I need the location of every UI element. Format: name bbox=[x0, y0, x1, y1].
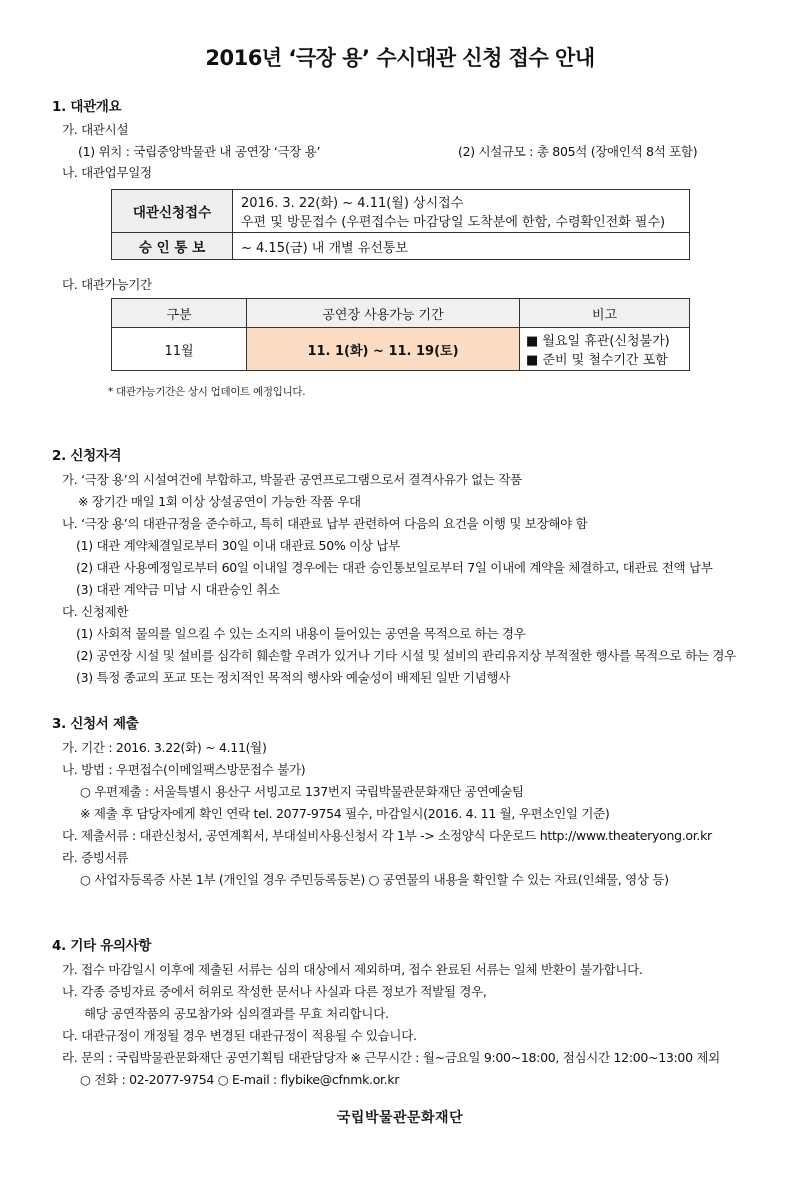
paragraph: 해당 공연작품의 공모참가와 심의결과를 무효 처리합니다. bbox=[84, 1006, 389, 1021]
list-item: (1) 대관 계약체결일로부터 30일 이내 대관료 50% 이상 납부 bbox=[76, 538, 400, 553]
table-cell-period: 11. 1(화) ~ 11. 19(토) bbox=[247, 328, 520, 371]
column-header: 공연장 사용가능 기간 bbox=[247, 299, 520, 328]
table-row bbox=[112, 190, 690, 233]
list-item: (2) 대관 사용예정일로부터 60일 이내일 경우에는 대관 승인통보일로부터 7일 이내에 계약을 체결하고, 대관료 전액 납부 bbox=[76, 560, 713, 575]
list-item: (1) 사회적 물의를 일으킬 수 있는 소지의 내용이 들어있는 공연을 목적으로 하는 경우 bbox=[76, 626, 526, 641]
post-address: ○ 우편제출 : 서울특별시 용산구 서빙고로 137번지 국립박물관문화재단 공연예술팀 bbox=[80, 784, 524, 799]
bullet-icon: ■ bbox=[526, 353, 543, 368]
list-item: (3) 대관 계약금 미납 시 대관승인 취소 bbox=[76, 582, 280, 597]
facility-scale: (2) 시설규모 : 총 805석 (장애인석 8석 포함) bbox=[458, 144, 698, 159]
section-heading: 3. 신청서 제출 bbox=[52, 716, 139, 732]
availability-table bbox=[111, 298, 690, 371]
section-heading: 2. 신청자격 bbox=[52, 448, 122, 464]
contact-info: 라. 문의 : 국립박물관문화재단 공연기획팀 대관담당자 ※ 근무시간 : 월~금요일 9:00~18:00, 점심시간 12:00~13:00 제외 bbox=[62, 1050, 720, 1065]
table-header-row bbox=[112, 299, 690, 328]
paragraph: 나. 각종 증빙자료 중에서 허위로 작성한 문서나 사실과 다른 정보가 적발될 경우, bbox=[62, 984, 487, 999]
paragraph: 다. 제출서류 : 대관신청서, 공연계획서, 부대설비사용신청서 각 1부 -> 소정양식 다운로드 http://www.theateryong.or.kr bbox=[62, 828, 712, 843]
schedule-table bbox=[111, 189, 690, 260]
table-cell-label: 승 인 통 보 bbox=[112, 233, 233, 260]
paragraph: 다. 대관규정이 개정될 경우 변경된 대관규정이 적용될 수 있습니다. bbox=[62, 1028, 417, 1043]
facility-location: (1) 위치 : 국립중앙박물관 내 공연장 ‘극장 용’ bbox=[78, 144, 321, 159]
paragraph: 가. 기간 : 2016. 3.22(화) ~ 4.11(월) bbox=[62, 740, 267, 755]
paragraph: 가. 접수 마감일시 이후에 제출된 서류는 심의 대상에서 제외하며, 접수 완료된 서류는 일체 반환이 불가합니다. bbox=[62, 962, 643, 977]
table-row bbox=[112, 328, 690, 371]
organization-footer: 국립박물관문화재단 bbox=[336, 1110, 464, 1126]
list-item: (2) 공연장 시설 및 설비를 심각히 훼손할 우려가 있거나 기타 시설 및 설비의 관리유지상 부적절한 행사를 목적으로 하는 경우 bbox=[76, 648, 736, 663]
list-item: (3) 특정 종교의 포교 또는 정치적인 목적의 행사와 예술성이 배제된 일반 기념행사 bbox=[76, 670, 511, 685]
paragraph: 나. ‘극장 용’의 대관규정을 준수하고, 특히 대관료 납부 관련하여 다음의 요건을 이행 및 보장해야 함 bbox=[62, 516, 588, 531]
list-item: ○ 사업자등록증 사본 1부 (개인일 경우 주민등록등본) ○ 공연물의 내용을 확인할 수 있는 자료(인쇄물, 영상 등) bbox=[80, 872, 669, 887]
table-row bbox=[112, 233, 690, 260]
note-item: ■ 준비 및 철수기간 포함 bbox=[526, 353, 668, 368]
subheading: 다. 대관가능기간 bbox=[62, 277, 152, 292]
bullet-icon: ■ bbox=[526, 334, 543, 349]
table-cell-label: 대관신청접수 bbox=[112, 190, 233, 233]
note: ※ 장기간 매일 1회 이상 상설공연이 가능한 작품 우대 bbox=[78, 494, 361, 509]
subheading: 가. 대관시설 bbox=[62, 122, 129, 137]
note: ※ 제출 후 담당자에게 확인 연락 tel. 2077-9754 필수, 마감일시(2016. 4. 11 월, 우편소인일 기준) bbox=[80, 806, 610, 821]
paragraph: 가. ‘극장 용’의 시설여건에 부합하고, 박물관 공연프로그램으로서 결격사유가 없는 작품 bbox=[62, 472, 522, 487]
note-item: ■ 월요일 휴관(신청불가) bbox=[526, 334, 670, 349]
subheading: 다. 신청제한 bbox=[62, 604, 129, 619]
table-cell-notes bbox=[520, 328, 690, 371]
schedule-line: 우편 및 방문접수 (우편접수는 마감당일 도착분에 한함, 수령확인전화 필수) bbox=[241, 215, 666, 230]
column-header: 구분 bbox=[112, 299, 247, 328]
subheading: 라. 증빙서류 bbox=[62, 850, 129, 865]
footnote: * 대관가능기간은 상시 업데이트 예정입니다. bbox=[108, 386, 306, 398]
paragraph: 나. 방법 : 우편접수(이메일팩스방문접수 불가) bbox=[62, 762, 306, 777]
column-header: 비고 bbox=[520, 299, 690, 328]
contact-details: ○ 전화 : 02-2077-9754 ○ E-mail : flybike@cfnmk.or.kr bbox=[80, 1072, 400, 1087]
table-cell-month: 11월 bbox=[112, 328, 247, 371]
schedule-line: 2016. 3. 22(화) ~ 4.11(월) 상시접수 bbox=[241, 196, 464, 211]
table-cell-value bbox=[233, 190, 690, 233]
subheading: 나. 대관업무일정 bbox=[62, 165, 152, 180]
section-heading: 1. 대관개요 bbox=[52, 99, 122, 115]
section-heading: 4. 기타 유의사항 bbox=[52, 938, 152, 954]
page-title: 2016년 ‘극장 용’ 수시대관 신청 접수 안내 bbox=[205, 46, 595, 70]
table-cell-value: ~ 4.15(금) 내 개별 유선통보 bbox=[233, 233, 690, 260]
